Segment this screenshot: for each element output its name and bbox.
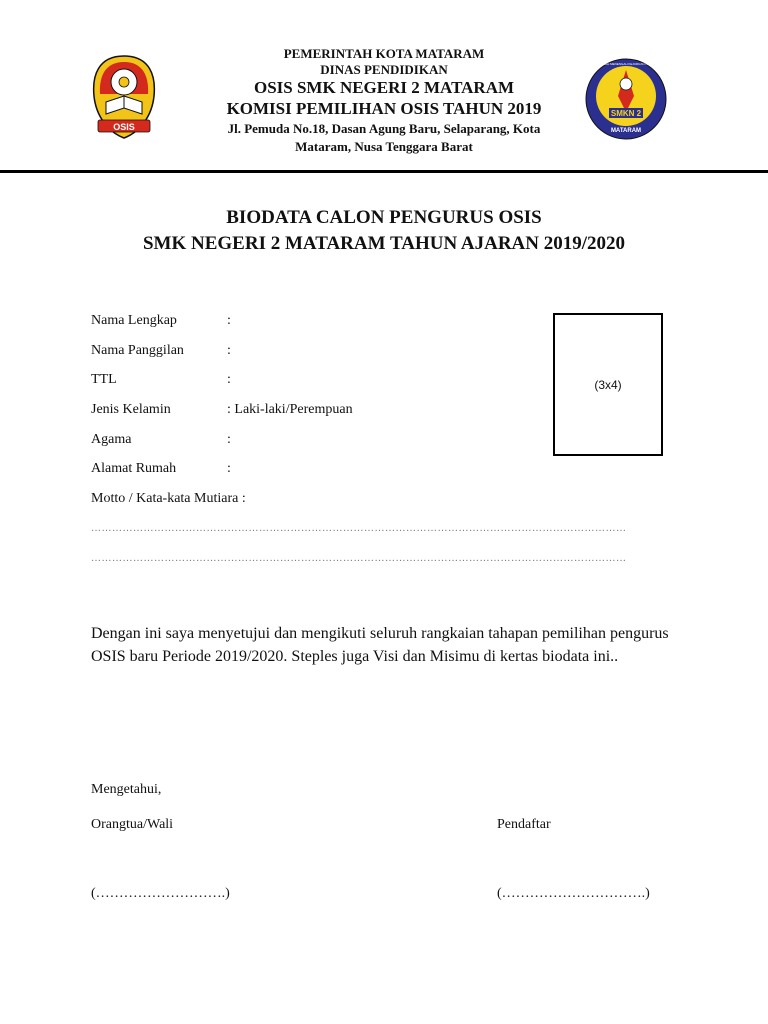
field-label-nama-panggilan: Nama Panggilan <box>91 343 184 358</box>
field-label-agama: Agama <box>91 432 132 447</box>
osis-logo-text: OSIS <box>113 122 135 132</box>
field-value-agama[interactable]: : <box>227 432 231 447</box>
field-label-alamat-rumah: Alamat Rumah <box>91 461 177 476</box>
motto-line-1[interactable]: ……………………………………………………………………………………………………………………………………… <box>91 523 627 534</box>
letterhead-line-4: KOMISI PEMILIHAN OSIS TAHUN 2019 <box>226 99 542 118</box>
field-label-ttl: TTL <box>91 372 117 387</box>
motto-label: Motto / Kata-kata Mutiara : <box>91 491 246 506</box>
field-value-alamat-rumah[interactable]: : <box>227 461 231 476</box>
letterhead-line-1: PEMERINTAH KOTA MATARAM <box>283 46 485 61</box>
parent-signature-blank[interactable]: (……………………….) <box>91 886 230 901</box>
motto-line-2[interactable]: ……………………………………………………………………………………………………………………………………… <box>91 553 627 564</box>
header-divider <box>0 170 768 173</box>
photo-box <box>553 313 663 456</box>
letterhead-address-1: Jl. Pemuda No.18, Dasan Agung Baru, Selaparang, Kota <box>227 121 541 136</box>
field-label-nama-lengkap: Nama Lengkap <box>91 313 177 328</box>
field-value-jenis-kelamin[interactable]: : Laki-laki/Perempuan <box>227 402 353 417</box>
registrant-signature-blank[interactable]: (………………………….) <box>497 886 650 901</box>
parent-role-label: Orangtua/Wali <box>91 817 174 832</box>
registrant-role-label: Pendaftar <box>497 817 551 832</box>
field-label-jenis-kelamin: Jenis Kelamin <box>91 402 171 417</box>
smkn2-logo-mid-text: SMKN 2 <box>610 109 642 118</box>
photo-size-label: (3x4) <box>594 377 622 392</box>
smkn2-logo-bottom-text: MATARAM <box>610 128 642 134</box>
letterhead-line-3: OSIS SMK NEGERI 2 MATARAM <box>253 78 515 97</box>
letterhead-line-2: DINAS PENDIDIKAN <box>320 62 448 77</box>
agreement-statement: Dengan ini saya menyetujui dan mengikuti seluruh rangkaian tahapan pemilihan pengurus OSIS baru Periode 2019/2020. Steples juga Visi dan Misimu di kertas biodata ini.. <box>91 625 669 665</box>
letterhead-address-2: Mataram, Nusa Tenggara Barat <box>295 139 473 154</box>
document-title-1: BIODATA CALON PENGURUS OSIS <box>226 207 542 228</box>
field-value-nama-lengkap[interactable]: : <box>227 313 231 328</box>
smkn2-logo-top-text: SEKOLAH MENENGAH KEJURUAN NEGERI <box>595 62 657 66</box>
document-title-2: SMK NEGERI 2 MATARAM TAHUN AJARAN 2019/2020 <box>142 233 626 254</box>
field-value-ttl[interactable]: : <box>227 372 231 387</box>
acknowledged-label: Mengetahui, <box>91 782 162 797</box>
field-value-nama-panggilan[interactable]: : <box>227 343 231 358</box>
